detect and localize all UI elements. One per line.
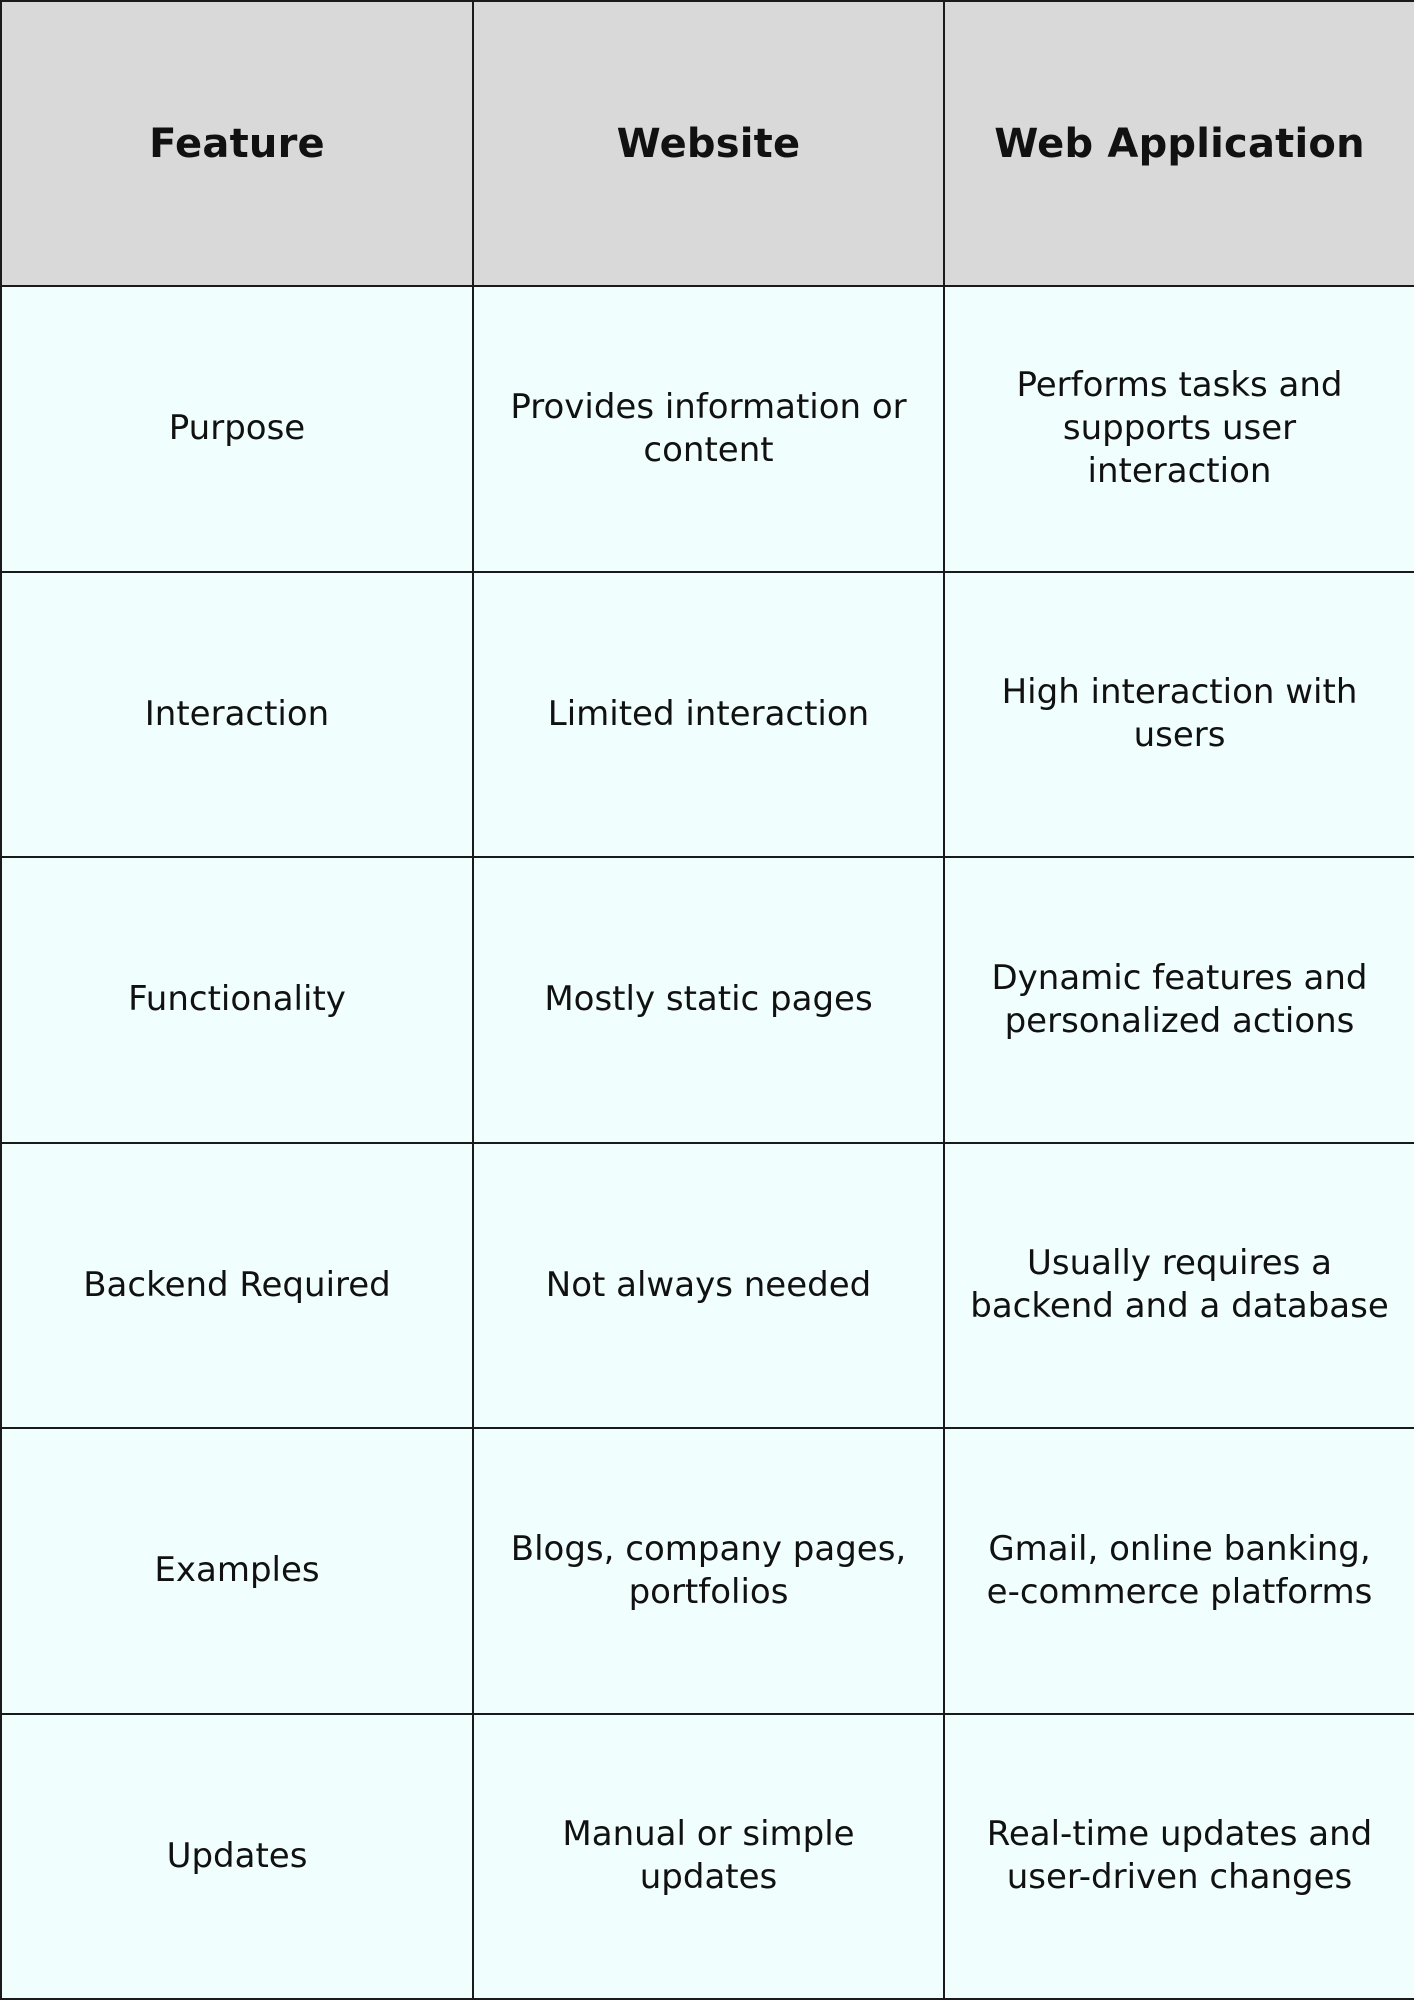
table-row (1, 286, 1414, 572)
web-application-cell: Gmail, online banking, e-commerce platforms (944, 1428, 1414, 1714)
table-row (1, 1143, 1414, 1429)
web-application-cell: Dynamic features and personalized actions (944, 857, 1414, 1143)
table-row (1, 857, 1414, 1143)
header-feature: Feature (1, 1, 473, 286)
feature-cell: Purpose (1, 286, 473, 572)
table-row (1, 1714, 1414, 2000)
web-application-cell: Performs tasks and supports user interaction (944, 286, 1414, 572)
feature-cell: Functionality (1, 857, 473, 1143)
feature-cell: Updates (1, 1714, 473, 2000)
table-row (1, 1428, 1414, 1714)
web-application-cell: Usually requires a backend and a database (944, 1143, 1414, 1429)
web-application-cell: Real-time updates and user-driven changes (944, 1714, 1414, 2000)
website-cell: Blogs, company pages, portfolios (473, 1428, 944, 1714)
website-cell: Provides information or content (473, 286, 944, 572)
table-row (1, 572, 1414, 858)
feature-cell: Interaction (1, 572, 473, 858)
feature-cell: Backend Required (1, 1143, 473, 1429)
website-cell: Limited interaction (473, 572, 944, 858)
header-row (1, 1, 1414, 286)
website-cell: Mostly static pages (473, 857, 944, 1143)
header-web-application: Web Application (944, 1, 1414, 286)
website-cell: Manual or simple updates (473, 1714, 944, 2000)
website-cell: Not always needed (473, 1143, 944, 1429)
web-application-cell: High interaction with users (944, 572, 1414, 858)
feature-cell: Examples (1, 1428, 473, 1714)
header-website: Website (473, 1, 944, 286)
